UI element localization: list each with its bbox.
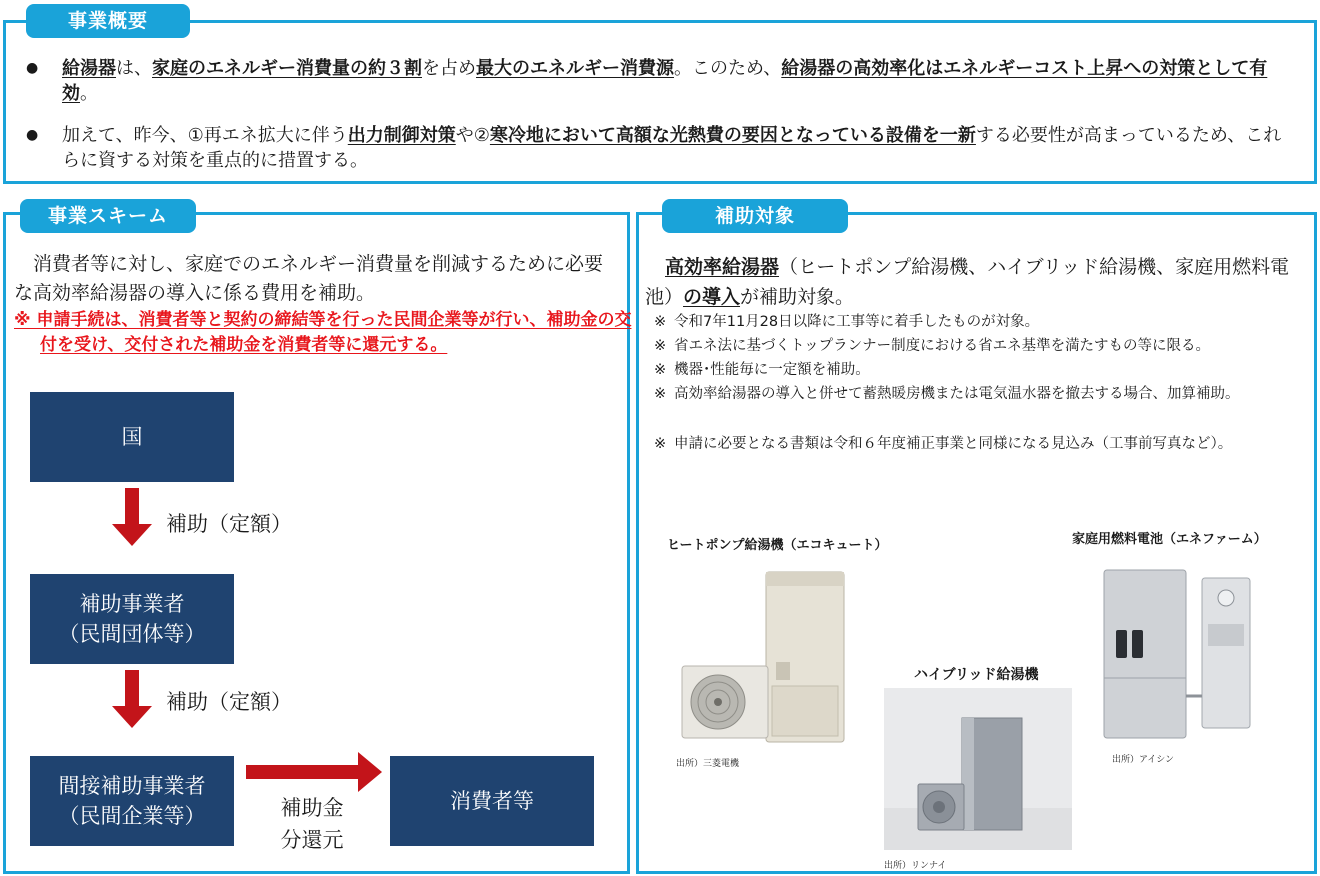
target-lead	[645, 252, 1307, 312]
overview-bullet-2	[26, 123, 1286, 173]
indirect-operator-box	[30, 756, 234, 846]
country-box	[30, 392, 234, 482]
country-label: 国	[121, 425, 143, 449]
target-lead-text: が補助対象。	[740, 286, 855, 308]
scheme-description: 消費者等に対し、家庭でのエネルギー消費量を削減するために必要な高効率給湯器の導入に係る費用を補助。	[14, 253, 604, 304]
note-text: 省エネ法に基づくトップランナー制度における省エネ基準を満たすもの等に限る。	[674, 338, 1211, 354]
operator-sublabel: （民間団体等）	[58, 622, 206, 646]
bullet-dot-icon: ●	[26, 127, 39, 143]
operator-box	[30, 574, 234, 664]
arrow1-label: 補助（定額）	[166, 512, 292, 536]
bullet1-text: 給湯器	[62, 58, 116, 79]
note-mark: ※	[654, 314, 667, 330]
bullet2-text: する必要性が高まっているため、これらに資する対策を重点的に措置する。	[62, 125, 1282, 171]
target-lead-text: （ヒートポンプ給湯機、ハイブリッド給湯機、家庭用燃料電池）	[645, 256, 1290, 308]
target-note-4	[654, 384, 1304, 405]
bullet2-text: 加えて、昨今、①再エネ拡大に伴う	[62, 125, 348, 146]
arrow-down-2	[125, 670, 139, 706]
bullet1-text: 最大のエネルギー消費源	[476, 58, 674, 79]
hybrid-caption: ハイブリッド給湯機	[914, 667, 1039, 683]
overview-tab: 事業概要	[26, 4, 190, 38]
bullet2-text: 出力制御対策	[347, 125, 456, 146]
bullet1-text: は、	[116, 58, 152, 79]
heatpump-source: 出所）三菱電機	[676, 759, 740, 769]
arrow-down-2-head	[112, 706, 152, 728]
bullet1-text: 給湯器の高効率化はエネルギーコスト上昇への対策として有効	[62, 58, 1268, 104]
arrow-right-head	[358, 752, 382, 792]
note-mark: ※	[654, 436, 667, 452]
fuelcell-source: 出所）アイシン	[1112, 755, 1174, 765]
fuel-cell-image	[1098, 566, 1278, 742]
note-mark: ※	[654, 362, 667, 378]
consumer-label: 消費者等	[450, 789, 534, 813]
bullet1-text: を占め	[422, 58, 476, 79]
refund-label	[272, 792, 352, 856]
target-tab: 補助対象	[662, 199, 848, 233]
scheme-tab: 事業スキーム	[20, 199, 196, 233]
target-lead-text: の導入	[683, 286, 741, 308]
bullet1-text: 。このため、	[674, 58, 782, 79]
note-text: 高効率給湯器の導入と併せて蓄熱暖房機または電気温水器を撤去する場合、加算補助。	[674, 386, 1240, 402]
target-lead-text: 高効率給湯器	[665, 256, 780, 278]
target-note-3	[654, 360, 1304, 381]
overview-bullet-1	[26, 56, 1286, 106]
heatpump-water-heater-image	[676, 566, 856, 744]
arrow-down-1-head	[112, 524, 152, 546]
refund-label-1: 補助金	[280, 796, 344, 820]
note-text: 令和7年11月28日以降に工事等に着手したものが対象。	[674, 314, 1040, 330]
fuelcell-caption: 家庭用燃料電池（エネファーム）	[1072, 532, 1267, 547]
scheme-note: ※ 申請手続は、消費者等と契約の締結等を行った民間企業等が行い、補助金の交付を受け、交付された補助金を消費者等に還元する。	[14, 310, 632, 355]
target-note-2	[654, 336, 1304, 357]
bullet1-text: のエネルギー消費量の約３割	[188, 58, 422, 79]
note-text: 機器･性能毎に一定額を補助。	[674, 362, 870, 378]
arrow-right	[246, 765, 358, 779]
bullet-dot-icon: ●	[26, 60, 39, 76]
note-mark: ※	[654, 338, 667, 354]
target-note-1	[654, 312, 1304, 333]
note-text: 申請に必要となる書類は令和６年度補正事業と同様になる見込み（工事前写真など）。	[674, 436, 1233, 452]
bullet2-text: 寒冷地において高額な光熱費の要因となっている設備を一新	[489, 125, 976, 146]
indirect-label: 間接補助事業者	[58, 774, 206, 798]
hybrid-water-heater-image	[884, 688, 1072, 850]
indirect-sublabel: （民間企業等）	[58, 804, 206, 828]
note-mark: ※	[654, 386, 667, 402]
hybrid-source: 出所）リンナイ	[884, 861, 947, 871]
target-note-5	[654, 434, 1304, 455]
arrow2-label: 補助（定額）	[166, 690, 292, 714]
bullet1-text: 。	[80, 83, 98, 104]
arrow-down-1	[125, 488, 139, 524]
operator-label: 補助事業者	[79, 592, 185, 616]
refund-label-2: 分還元	[280, 828, 344, 852]
consumer-box	[390, 756, 594, 846]
bullet1-text: 家庭	[152, 58, 188, 79]
bullet2-text: や②	[455, 125, 490, 146]
heatpump-caption: ヒートポンプ給湯機（エコキュート）	[667, 538, 888, 553]
